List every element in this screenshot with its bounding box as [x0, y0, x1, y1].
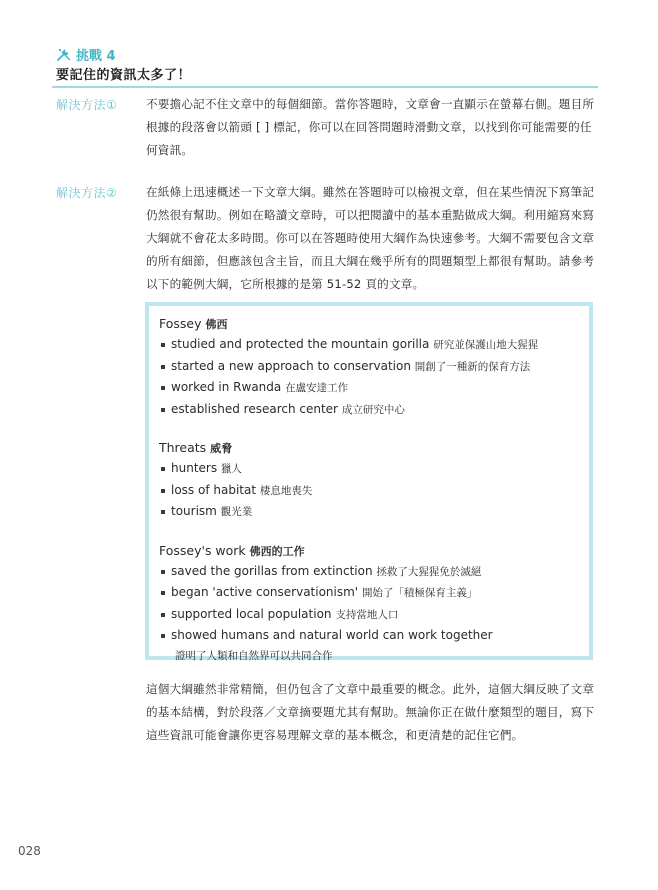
page-subtitle: 要記住的資訊太多了！	[56, 68, 192, 83]
list-item	[159, 625, 579, 666]
item-en: started a new approach to conservation	[171, 358, 411, 373]
header-divider	[52, 86, 598, 88]
item-zh: 證明了人類和自然界可以共同合作	[175, 649, 333, 662]
list-item	[159, 501, 579, 523]
list-item	[159, 480, 579, 502]
item-zh: 研究並保護山地大猩猩	[433, 339, 539, 351]
list-item	[159, 334, 579, 356]
list-item	[159, 561, 579, 583]
item-zh: 棲息地喪失	[259, 484, 313, 497]
method-1-label: 解決方法①	[56, 98, 118, 112]
challenge-label: 挑戰 4	[76, 48, 116, 64]
item-en: loss of habitat	[171, 482, 257, 497]
wrench-pencil-icon	[56, 46, 72, 62]
item-en: worked in Rwanda	[171, 380, 282, 394]
list-item	[159, 356, 579, 378]
list-item	[159, 458, 579, 480]
list-item	[159, 604, 579, 626]
item-zh: 拯救了大猩猩免於滅絕	[376, 565, 482, 578]
list-item	[159, 399, 579, 421]
outline-list	[159, 334, 579, 420]
section-title-en: Fossey	[159, 316, 202, 331]
item-zh: 成立研究中心	[341, 403, 405, 416]
outline-list	[159, 561, 579, 667]
section-title-en: Fossey's work	[159, 542, 246, 558]
outline-section-title	[159, 541, 579, 561]
item-zh: 觀光業	[220, 506, 253, 518]
list-item	[159, 377, 579, 399]
outline-list	[159, 458, 579, 523]
item-zh: 在盧安達工作	[285, 382, 349, 394]
method-2-text: 在紙條上迅速概述一下文章大綱。雖然在答題時可以檢視文章，但在某些情況下寫筆記仍然很有幫助。例如在略讀文章時，可以把閱讀中的基本重點做成大綱。利用縮寫來寫大綱就不會花太多時間。你可以在答題時使用大綱作為快速參考。大綱不需要包含文章的所有細節，但應該包含主旨，而且大綱在幾乎所有的問題類型上都很有幫助。請參考以下的範例大綱，它所根據的是第 51-52 頁的文章。	[146, 185, 595, 291]
item-en: began 'active conservationism'	[171, 585, 359, 599]
item-en: supported local population	[171, 606, 332, 621]
method-2-label: 解決方法②	[56, 186, 118, 200]
item-zh: 開創了一種新的保育方法	[414, 360, 531, 373]
sample-outline-box	[145, 302, 593, 660]
challenge-heading	[56, 44, 116, 64]
item-zh: 獵人	[220, 463, 242, 475]
outline-section-title	[159, 438, 579, 458]
item-en: hunters	[171, 461, 218, 475]
item-en: saved the gorillas from extinction	[171, 563, 373, 578]
list-item	[159, 582, 579, 604]
item-zh: 支持當地人口	[335, 608, 399, 621]
outline-section-title	[159, 314, 579, 334]
closing-paragraph: 這個大綱雖然非常精簡，但仍包含了文章中最重要的概念。此外，這個大綱反映了文章的基本結構，對於段落／文章摘要題尤其有幫助。無論你正在做什麼類型的題目，寫下這些資訊可能會讓你更容易理解文章的基本概念，和更清楚的記住它們。	[146, 682, 595, 742]
method-1-text: 不要擔心記不住文章中的每個細節。當你答題時，文章會一直顯示在螢幕右側。題目所根據的段落會以箭頭 [ ] 標記，你可以在回答問題時滑動文章，以找到你可能需要的任何資訊。	[146, 97, 595, 157]
section-title-zh: 佛西	[205, 318, 228, 331]
section-title-en: Threats	[159, 440, 207, 455]
item-en: tourism	[171, 504, 217, 518]
item-en: studied and protected the mountain gorilla	[171, 337, 430, 351]
section-title-zh: 威脅	[210, 442, 233, 455]
section-title-zh: 佛西的工作	[249, 544, 305, 558]
item-en: showed humans and natural world can work together	[171, 628, 493, 642]
item-zh: 開始了「積極保育主義」	[361, 587, 478, 599]
item-en: established research center	[171, 401, 338, 416]
page-number: 028	[18, 844, 41, 858]
